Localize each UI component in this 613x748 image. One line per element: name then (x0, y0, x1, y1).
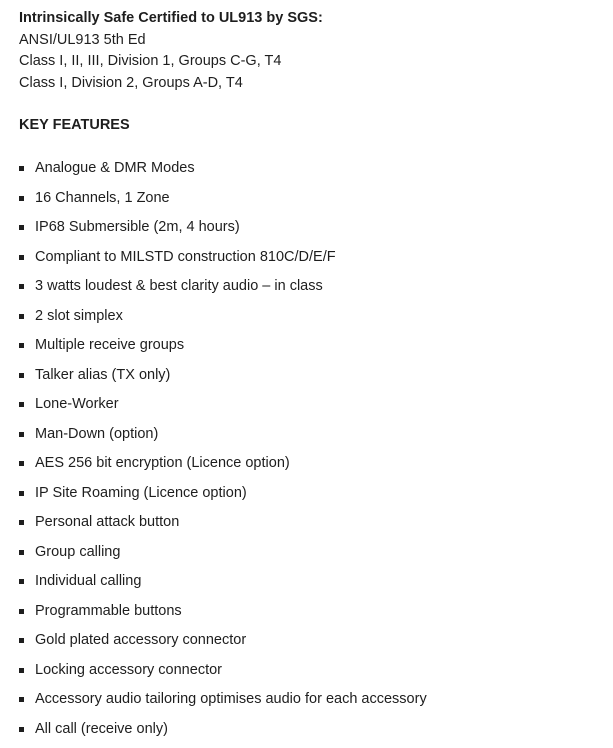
list-item (19, 689, 599, 719)
list-item (19, 365, 599, 395)
product-specs (19, 8, 599, 748)
list-item (19, 601, 599, 631)
certification-class-division-2: Class I, Division 2, Groups A-D, T4 (19, 74, 243, 91)
certification-class-division-1: Class I, II, III, Division 1, Groups C-G, T4 (19, 53, 282, 69)
list-item (19, 335, 599, 365)
list-item-label: 16 Channels, 1 Zone (35, 189, 170, 206)
list-item-label: All call (receive only) (35, 720, 168, 737)
list-item-label: Gold plated accessory connector (35, 632, 247, 648)
list-item-label: IP68 Submersible (2m, 4 hours) (35, 219, 240, 235)
list-item (19, 306, 599, 336)
list-item (19, 276, 599, 306)
bullet-icon (19, 314, 24, 319)
list-item (19, 247, 599, 277)
bullet-icon (19, 343, 24, 348)
bullet-icon (19, 225, 24, 230)
bullet-icon (19, 668, 24, 673)
certification-standard: ANSI/UL913 5th Ed (19, 31, 146, 48)
list-item (19, 483, 599, 513)
list-item (19, 217, 599, 247)
bullet-icon (19, 284, 24, 289)
list-item-label: 3 watts loudest & best clarity audio – in class (35, 278, 323, 294)
list-item (19, 719, 599, 748)
list-item (19, 630, 599, 660)
list-item-label: IP Site Roaming (Licence option) (35, 484, 247, 501)
list-item-label: AES 256 bit encryption (Licence option) (35, 455, 290, 471)
bullet-icon (19, 255, 24, 260)
list-item (19, 188, 599, 218)
bullet-icon (19, 609, 24, 614)
list-item (19, 158, 599, 188)
list-item (19, 571, 599, 601)
list-item (19, 542, 599, 572)
bullet-icon (19, 491, 24, 496)
list-item-label: Locking accessory connector (35, 661, 222, 678)
list-item (19, 512, 599, 542)
bullet-icon (19, 166, 24, 171)
key-features-list (19, 158, 599, 748)
list-item-label: Group calling (35, 543, 121, 560)
list-item-label: Lone-Worker (35, 396, 119, 412)
bullet-icon (19, 432, 24, 437)
list-item-label: Talker alias (TX only) (35, 366, 171, 383)
list-item-label: Accessory audio tailoring optimises audio for each accessory (35, 691, 427, 707)
list-item-label: Programmable buttons (35, 602, 182, 619)
bullet-icon (19, 461, 24, 466)
key-features-heading: KEY FEATURES (19, 117, 130, 133)
bullet-icon (19, 697, 24, 702)
bullet-icon (19, 727, 24, 732)
bullet-icon (19, 373, 24, 378)
certification-title: Intrinsically Safe Certified to UL913 by SGS: (19, 10, 323, 26)
list-item-label: Compliant to MILSTD construction 810C/D/E/F (35, 248, 336, 265)
list-item-label: Multiple receive groups (35, 337, 185, 353)
list-item (19, 453, 599, 483)
bullet-icon (19, 402, 24, 407)
bullet-icon (19, 579, 24, 584)
bullet-icon (19, 520, 24, 525)
list-item (19, 424, 599, 454)
list-item-label: 2 slot simplex (35, 307, 123, 324)
list-item-label: Individual calling (35, 573, 142, 589)
bullet-icon (19, 638, 24, 643)
list-item-label: Man-Down (option) (35, 425, 159, 442)
list-item (19, 660, 599, 690)
bullet-icon (19, 196, 24, 201)
list-item-label: Analogue & DMR Modes (35, 160, 195, 176)
bullet-icon (19, 550, 24, 555)
list-item (19, 394, 599, 424)
list-item-label: Personal attack button (35, 514, 180, 530)
